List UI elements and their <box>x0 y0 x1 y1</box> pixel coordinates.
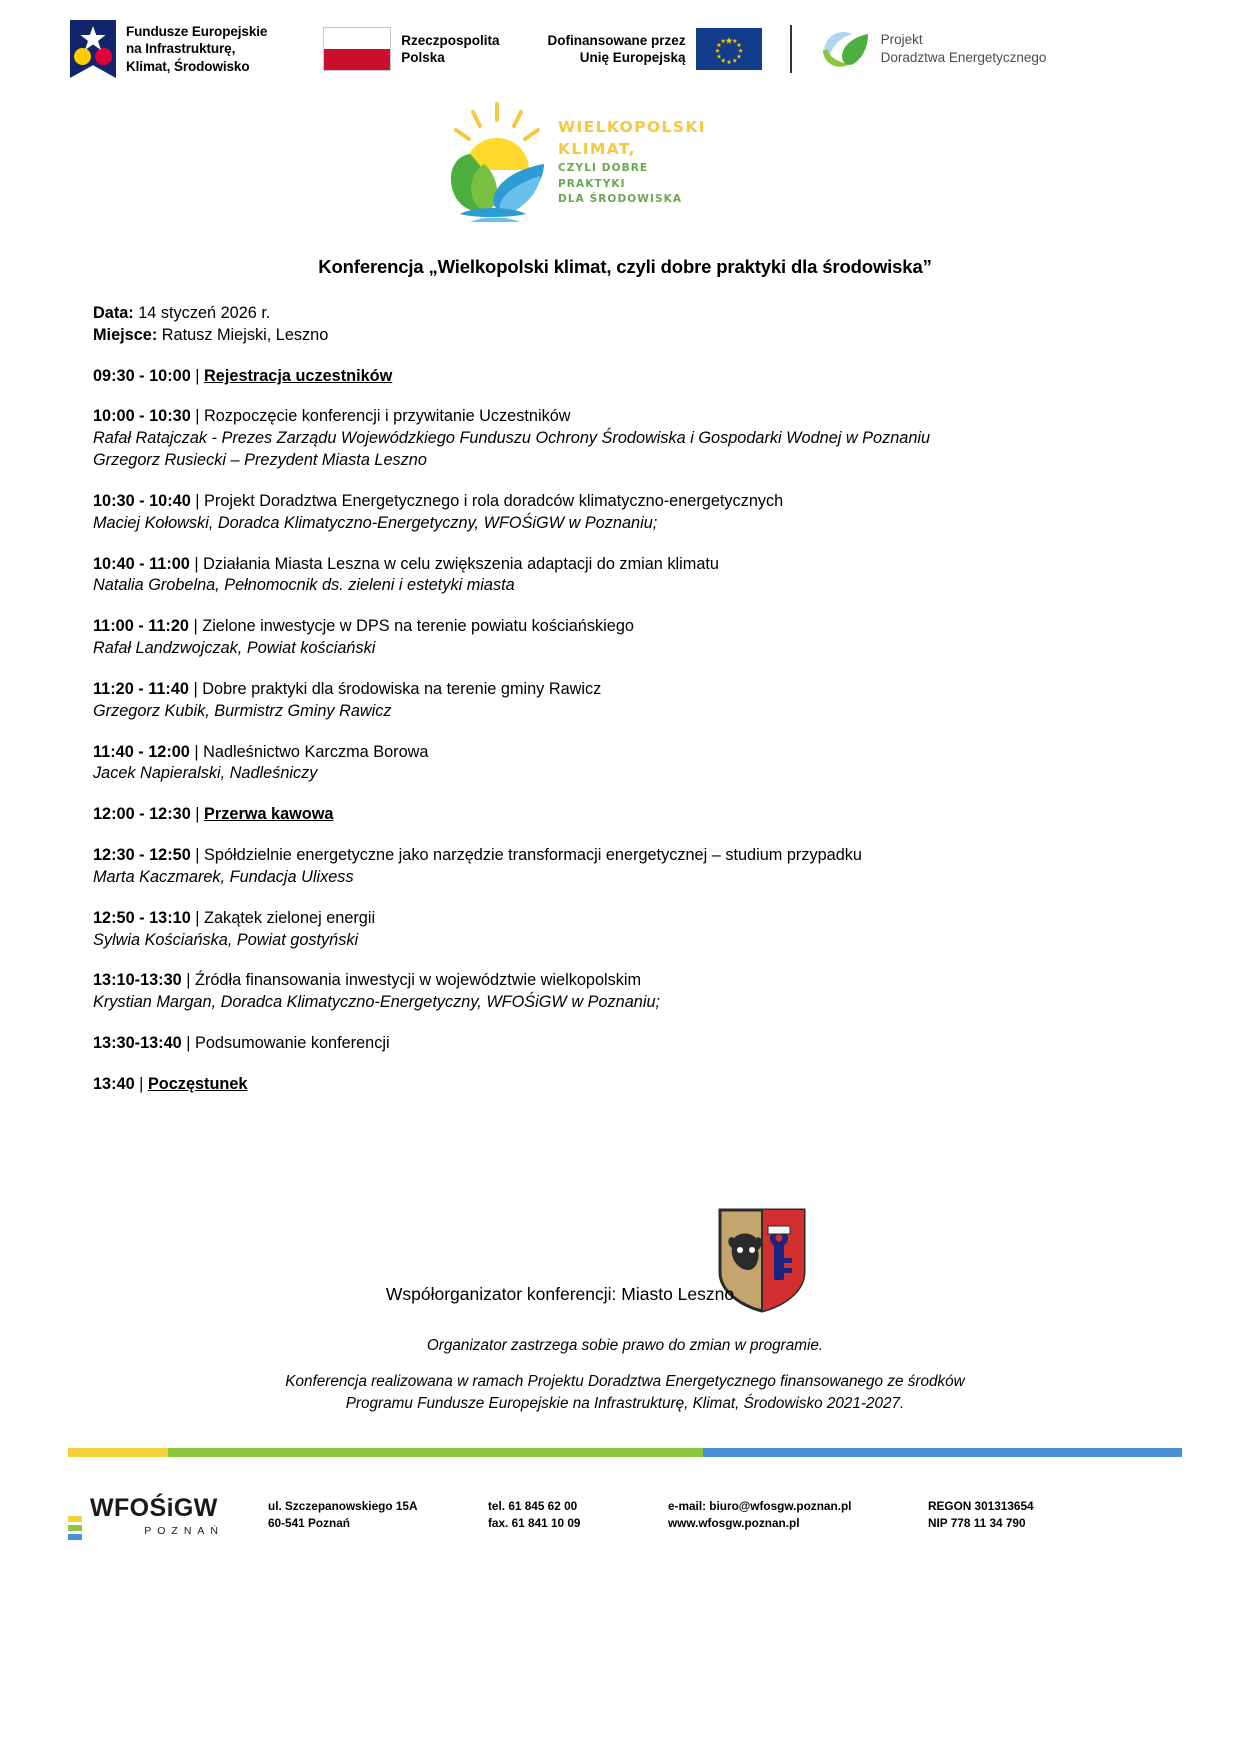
agenda-item-title: Rozpoczęcie konferencji i przywitanie Uczestników <box>204 407 571 426</box>
agenda-item <box>93 908 1093 952</box>
agenda-item-separator: | <box>190 846 205 865</box>
footer-phone <box>488 1498 581 1532</box>
agenda-item-title: Przerwa kawowa <box>204 805 334 824</box>
agenda-item-heading <box>93 554 1093 576</box>
footer-address-line-1: ul. Szczepanowskiego 15A <box>268 1499 418 1513</box>
footer-color-rule <box>68 1448 1182 1457</box>
agenda-item-title: Zakątek zielonej energii <box>204 908 376 927</box>
eu-line-2: Unię Europejską <box>579 50 686 65</box>
agenda-item-heading <box>93 845 1093 867</box>
agenda-item-heading <box>93 1074 1093 1096</box>
agenda-item-title: Nadleśnictwo Karczma Borowa <box>203 742 429 761</box>
agenda-item-time: 12:30 - 12:50 <box>93 846 191 865</box>
agenda-item-speaker: Grzegorz Rusiecki – Prezydent Miasta Leszno <box>93 451 427 470</box>
agenda-item <box>93 366 1093 388</box>
agenda-item-time: 13:40 <box>93 1074 135 1093</box>
agenda-item-separator: | <box>190 407 205 426</box>
agenda-item <box>93 845 1093 889</box>
agenda-item-separator: | <box>181 971 195 990</box>
agenda-item-separator: | <box>190 491 205 510</box>
agenda-item-speaker: Natalia Grobelna, Pełnomocnik ds. zieleni i estetyki miasta <box>93 576 515 595</box>
agenda-item-speaker: Krystian Margan, Doradca Klimatyczno-Energetyczny, WFOŚiGW w Poznaniu; <box>93 993 661 1012</box>
event-logo <box>440 98 706 223</box>
poland-line-2: Polska <box>401 50 445 65</box>
wfosigw-logo <box>68 1494 228 1537</box>
agenda-item-title: Działania Miasta Leszna w celu zwiększenia adaptacji do zmian klimatu <box>203 554 719 573</box>
event-logo-line-2: KLIMAT, <box>558 140 636 159</box>
agenda-item-separator: | <box>189 742 204 761</box>
agenda-item-heading <box>93 1033 1093 1055</box>
eu-logo <box>500 28 762 70</box>
note-line-2: Konferencja realizowana w ramach Projektu Doradztwa Energetycznego finansowanego ze środków <box>285 1373 965 1391</box>
agenda-item-heading <box>93 908 1093 930</box>
poland-flag-icon <box>323 27 391 71</box>
page-title: Konferencja „Wielkopolski klimat, czyli dobre praktyki dla środowiska” <box>318 256 932 277</box>
footer-email-line[interactable]: e-mail: biuro@wfosgw.poznan.pl <box>668 1499 852 1513</box>
wfosigw-brand: WFOŚiGW <box>90 1494 218 1522</box>
pde-line-2: Doradztwa Energetycznego <box>880 50 1047 65</box>
agenda-item <box>93 406 1093 471</box>
event-logo-line-3: CZYLI DOBRE PRAKTYKI <box>558 161 649 190</box>
agenda-item-title: Rejestracja uczestników <box>204 366 393 385</box>
agenda-item-time: 13:10-13:30 <box>93 971 182 990</box>
agenda-item-time: 10:00 - 10:30 <box>93 407 191 426</box>
footer-address <box>268 1498 417 1532</box>
header-divider <box>790 25 792 73</box>
footer-phone-line-1: tel. 61 845 62 00 <box>488 1499 578 1513</box>
agenda-item-heading <box>93 616 1093 638</box>
agenda-item-heading <box>93 491 1093 513</box>
agenda-item-separator: | <box>188 617 203 636</box>
agenda-item-time: 11:40 - 12:00 <box>93 742 190 761</box>
fe-line-2: na Infrastrukturę, <box>126 41 236 57</box>
agenda-item-separator: | <box>188 679 203 698</box>
agenda-item <box>93 804 1093 826</box>
agenda-item-title: Zielone inwestycje w DPS na terenie powiatu kościańskiego <box>202 617 634 636</box>
agenda-item-speaker: Jacek Napieralski, Nadleśniczy <box>93 764 318 783</box>
agenda-item-time: 10:40 - 11:00 <box>93 554 190 573</box>
poland-logo <box>267 27 499 71</box>
agenda-list <box>93 366 1093 1096</box>
agenda-item <box>93 1074 1093 1096</box>
coorganizer-line: Współorganizator konferencji: Miasto Leszno <box>385 1284 735 1304</box>
meta-date-label: Data: <box>93 304 134 322</box>
agenda-item-speaker: Marta Kaczmarek, Fundacja Ulixess <box>93 867 354 886</box>
agenda-item-heading <box>93 406 1093 428</box>
fe-logo-text <box>126 23 267 75</box>
pde-line-1: Projekt <box>880 32 923 48</box>
event-logo-line-1: WIELKOPOLSKI <box>558 118 706 136</box>
agenda-item-title: Podsumowanie konferencji <box>195 1034 390 1053</box>
poland-line-1: Rzeczpospolita <box>401 32 500 48</box>
pde-leaf-icon <box>820 26 872 72</box>
agenda-item-time: 11:00 - 11:20 <box>93 617 189 636</box>
agenda-item <box>93 491 1093 535</box>
agenda-item-title: Spółdzielnie energetyczne jako narzędzie transformacji energetycznej – studium przypadku <box>204 846 862 865</box>
wfosigw-bars-icon <box>68 1516 82 1543</box>
agenda-item <box>93 742 1093 786</box>
agenda-item-heading <box>93 804 1093 826</box>
footer-notes <box>0 1335 1250 1416</box>
agenda-item-speaker: Rafał Landzwojczak, Powiat kościański <box>93 639 376 658</box>
agenda-item-title: Dobre praktyki dla środowiska na terenie gminy Rawicz <box>202 679 602 698</box>
agenda-item-time: 12:50 - 13:10 <box>93 908 191 927</box>
agenda-item-time: 13:30-13:40 <box>93 1034 182 1053</box>
wfosigw-city: POZNAŃ <box>144 1525 224 1537</box>
eu-line-1: Dofinansowane przez <box>547 32 686 48</box>
footer-phone-line-2: fax. 61 841 10 09 <box>488 1516 581 1531</box>
fe-line-3: Klimat, Środowisko <box>126 58 250 74</box>
agenda-item-separator: | <box>189 554 204 573</box>
pde-logo <box>820 26 1047 72</box>
agenda-item-speaker: Grzegorz Kubik, Burmistrz Gminy Rawicz <box>93 701 392 720</box>
agenda-item-heading <box>93 679 1093 701</box>
agenda-item-speaker: Maciej Kołowski, Doradca Klimatyczno-Energetyczny, WFOŚiGW w Poznaniu; <box>93 513 658 532</box>
agenda-item-time: 10:30 - 10:40 <box>93 491 191 510</box>
meta-place-value: Ratusz Miejski, Leszno <box>157 325 329 344</box>
agenda-item-title: Źródła finansowania inwestycji w województwie wielkopolskim <box>195 971 642 990</box>
funduszeeuropejskie-logo <box>70 20 267 78</box>
meta-place <box>93 325 1093 347</box>
meta-date-value: 14 styczeń 2026 r. <box>133 304 271 322</box>
footer <box>68 1490 1182 1560</box>
agenda-item-title: Projekt Doradztwa Energetycznego i rola doradców klimatyczno-energetycznych <box>204 491 784 510</box>
agenda-item-title: Poczęstunek <box>147 1074 248 1093</box>
agenda-item-time: 11:20 - 11:40 <box>93 679 189 698</box>
fe-flag-icon <box>70 20 116 78</box>
meta-place-label: Miejsce: <box>93 325 158 344</box>
header-logo-bar <box>70 18 1180 80</box>
agenda-item-heading <box>93 366 1093 388</box>
fe-line-1: Fundusze Europejskie <box>126 24 268 40</box>
note-line-3: Programu Fundusze Europejskie na Infrastrukturę, Klimat, Środowisko 2021-2027. <box>345 1395 905 1413</box>
poland-logo-text <box>401 32 499 67</box>
pde-logo-text <box>881 31 1047 66</box>
agenda-item-time: 09:30 - 10:00 <box>93 366 191 385</box>
agenda-item-separator: | <box>181 1034 195 1053</box>
agenda-item-heading <box>93 970 1093 992</box>
agenda-item-separator: | <box>190 805 205 824</box>
agenda-item-speaker: Sylwia Kościańska, Powiat gostyński <box>93 930 359 949</box>
eu-logo-text <box>548 32 686 67</box>
note-line-1: Organizator zastrzega sobie prawo do zmian w programie. <box>426 1337 824 1354</box>
agenda-item <box>93 970 1093 1014</box>
agenda-item <box>93 616 1093 660</box>
meta-date <box>93 303 1093 325</box>
agenda-item-time: 12:00 - 12:30 <box>93 805 191 824</box>
agenda-item-heading <box>93 742 1093 764</box>
agenda-item-speaker: Rafał Ratajczak - Prezes Zarządu Wojewódzkiego Funduszu Ochrony Środowiska i Gospodarki Wodnej w Poznaniu <box>93 429 931 448</box>
footer-nip: NIP 778 11 34 790 <box>928 1516 1026 1531</box>
agenda-item <box>93 1033 1093 1055</box>
eu-flag-icon <box>696 28 762 70</box>
fe-star-icon <box>70 20 116 78</box>
document-body <box>93 303 1093 1115</box>
agenda-item <box>93 554 1093 598</box>
footer-address-line-2: 60-541 Poznań <box>268 1516 350 1531</box>
agenda-item <box>93 679 1093 723</box>
agenda-item-separator: | <box>134 1074 148 1093</box>
footer-regon: REGON 301313654 <box>928 1499 1034 1513</box>
event-logo-wordmark <box>558 116 706 208</box>
footer-email <box>668 1498 851 1532</box>
agenda-item-separator: | <box>190 366 205 385</box>
agenda-item-separator: | <box>190 908 205 927</box>
footer-website-line[interactable]: www.wfosgw.poznan.pl <box>668 1516 800 1531</box>
event-logo-line-4: DLA ŚRODOWISKA <box>558 193 683 206</box>
event-logo-graphic <box>440 98 560 223</box>
footer-ids <box>928 1498 1034 1532</box>
